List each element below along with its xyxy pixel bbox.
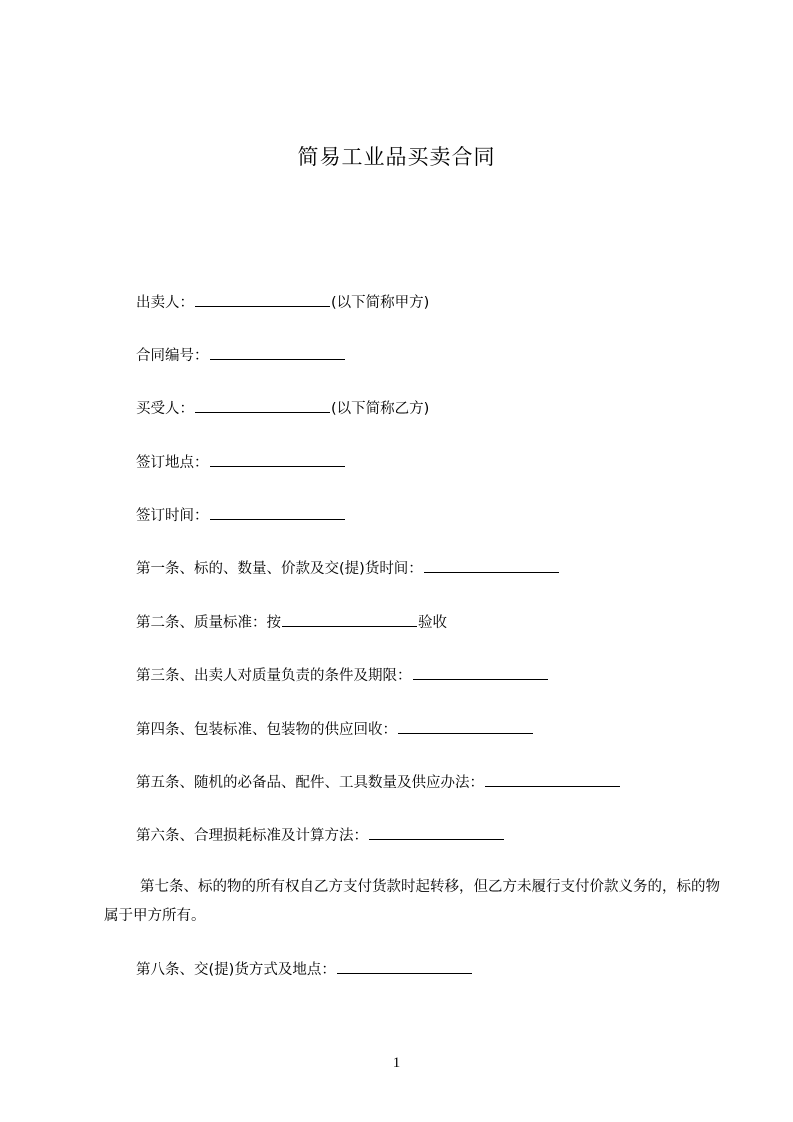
buyer-blank[interactable] xyxy=(195,398,330,413)
page-number: 1 xyxy=(392,1055,401,1071)
clause-3 xyxy=(136,665,549,685)
seller-blank[interactable] xyxy=(195,292,330,307)
clause-4-blank[interactable] xyxy=(398,719,533,734)
clause-1-blank[interactable] xyxy=(424,558,559,573)
clause-1-text: 第一条、标的、数量、价款及交(提)货时间： xyxy=(136,561,423,577)
seller-label: 出卖人： xyxy=(136,295,194,311)
clause-8-text: 第八条、交(提)货方式及地点： xyxy=(136,962,336,978)
clause-1 xyxy=(136,558,560,578)
clause-3-text: 第三条、出卖人对质量负责的条件及期限： xyxy=(136,668,412,684)
clause-2 xyxy=(136,612,447,632)
clause-4 xyxy=(136,719,534,739)
clause-5 xyxy=(136,772,621,792)
sign-time-label: 签订时间： xyxy=(136,508,209,524)
document-title: 简易工业品买卖合同 xyxy=(297,145,496,169)
clause-6-blank[interactable] xyxy=(369,825,504,840)
contract-no-line xyxy=(136,345,346,365)
clause-2-suffix: 验收 xyxy=(418,615,447,631)
seller-suffix: (以下简称甲方) xyxy=(331,295,430,311)
buyer-suffix: (以下简称乙方) xyxy=(331,401,430,417)
sign-place-line xyxy=(136,452,346,472)
seller-line xyxy=(136,292,429,312)
clause-8 xyxy=(136,959,473,979)
sign-time-blank[interactable] xyxy=(210,505,345,520)
clause-2-text: 第二条、质量标准：按 xyxy=(136,615,281,631)
buyer-line xyxy=(136,398,429,418)
contract-no-label: 合同编号： xyxy=(136,348,209,364)
clause-6-text: 第六条、合理损耗标准及计算方法： xyxy=(136,828,368,844)
clause-7: 第七条、标的物的所有权自乙方支付货款时起转移，但乙方未履行支付价款义务的，标的物属于甲方所有。 xyxy=(104,879,720,924)
clause-6 xyxy=(136,825,505,845)
contract-no-blank[interactable] xyxy=(210,345,345,360)
sign-place-label: 签订地点： xyxy=(136,455,209,471)
sign-place-blank[interactable] xyxy=(210,452,345,467)
clause-5-blank[interactable] xyxy=(485,772,620,787)
clause-3-blank[interactable] xyxy=(413,665,548,680)
clause-8-blank[interactable] xyxy=(337,959,472,974)
clause-5-text: 第五条、随机的必备品、配件、工具数量及供应办法： xyxy=(136,775,484,791)
sign-time-line xyxy=(136,505,346,525)
buyer-label: 买受人： xyxy=(136,401,194,417)
clause-2-blank[interactable] xyxy=(282,612,417,627)
clause-4-text: 第四条、包装标准、包装物的供应回收： xyxy=(136,722,397,738)
